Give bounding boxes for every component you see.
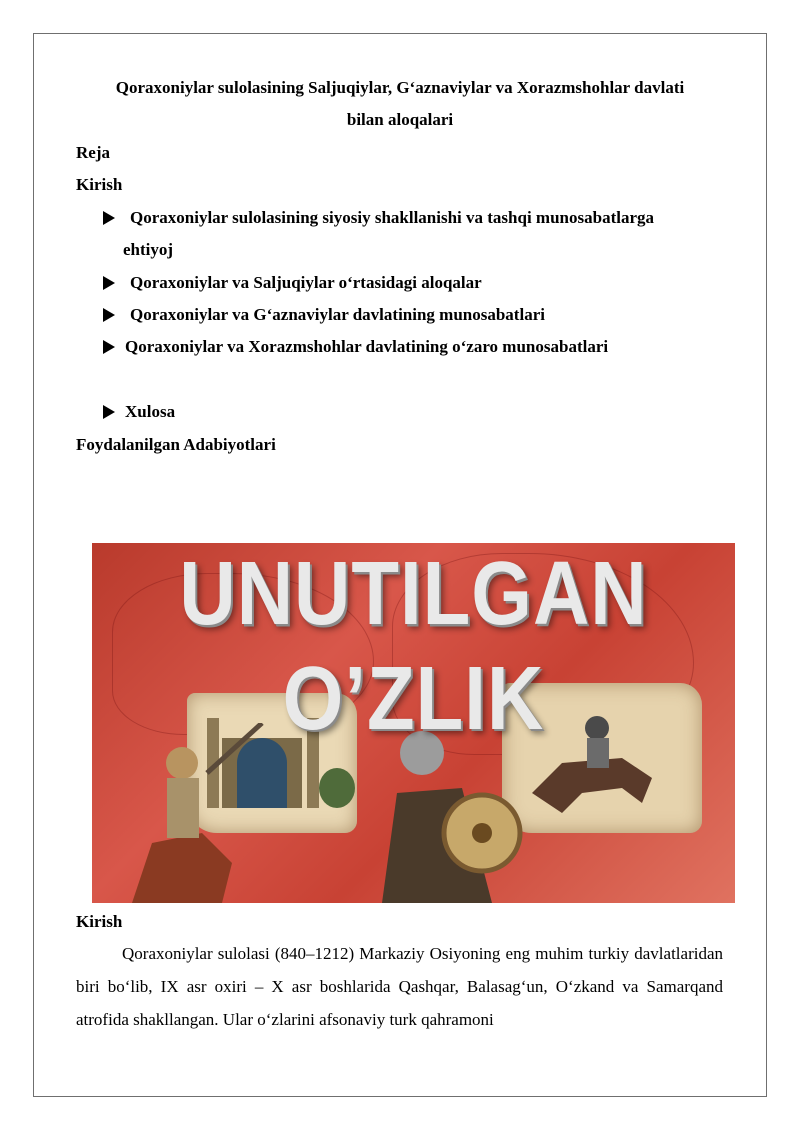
body-paragraph-container: [76, 937, 723, 1036]
plan-item-1-continued: ehtiyoj: [123, 240, 174, 259]
arrow-bullet-icon: [103, 340, 115, 354]
plan-heading: Reja: [76, 143, 110, 162]
arrow-bullet-icon: [103, 405, 115, 419]
plan-item-4: Qoraxoniylar va Xorazmshohlar davlatining o‘zaro munosabatlari: [125, 337, 609, 356]
document-title-line-1: Qoraxoniylar sulolasining Saljuqiylar, G‘aznaviylar va Xorazmshohlar davlati: [115, 78, 685, 97]
plan-conclusion: Xulosa: [125, 402, 176, 421]
plan-item-1: Qoraxoniylar sulolasining siyosiy shakllanishi va tashqi munosabatlarga: [130, 208, 654, 227]
arrow-bullet-icon: [103, 308, 115, 322]
body-paragraph: Qoraxoniylar sulolasi (840–1212) Markaziy Osiyoning eng muhim turkiy davlatlaridan biri bo‘lib, IX asr oxiri – X asr boshlarida Qashqar, Balasag‘un, O‘zkand va Samarqand atrofida shakllangan. Ular o‘zlarini afsonaviy turk qahramoni: [76, 944, 723, 1029]
plan-item-3: Qoraxoniylar va G‘aznaviylar davlatining munosabatlari: [130, 305, 545, 324]
banner-image: [92, 543, 735, 903]
arrow-bullet-icon: [103, 276, 115, 290]
section-heading: Kirish: [76, 912, 123, 931]
document-title-line-2: bilan aloqalari: [346, 110, 454, 129]
plan-references: Foydalanilgan Adabiyotlari: [76, 435, 276, 454]
banner-heading: UNUTILGAN O’ZLIK: [179, 543, 648, 749]
plan-item-2: Qoraxoniylar va Saljuqiylar o‘rtasidagi aloqalar: [130, 273, 482, 292]
arrow-bullet-icon: [103, 211, 115, 225]
plan-intro: Kirish: [76, 175, 123, 194]
